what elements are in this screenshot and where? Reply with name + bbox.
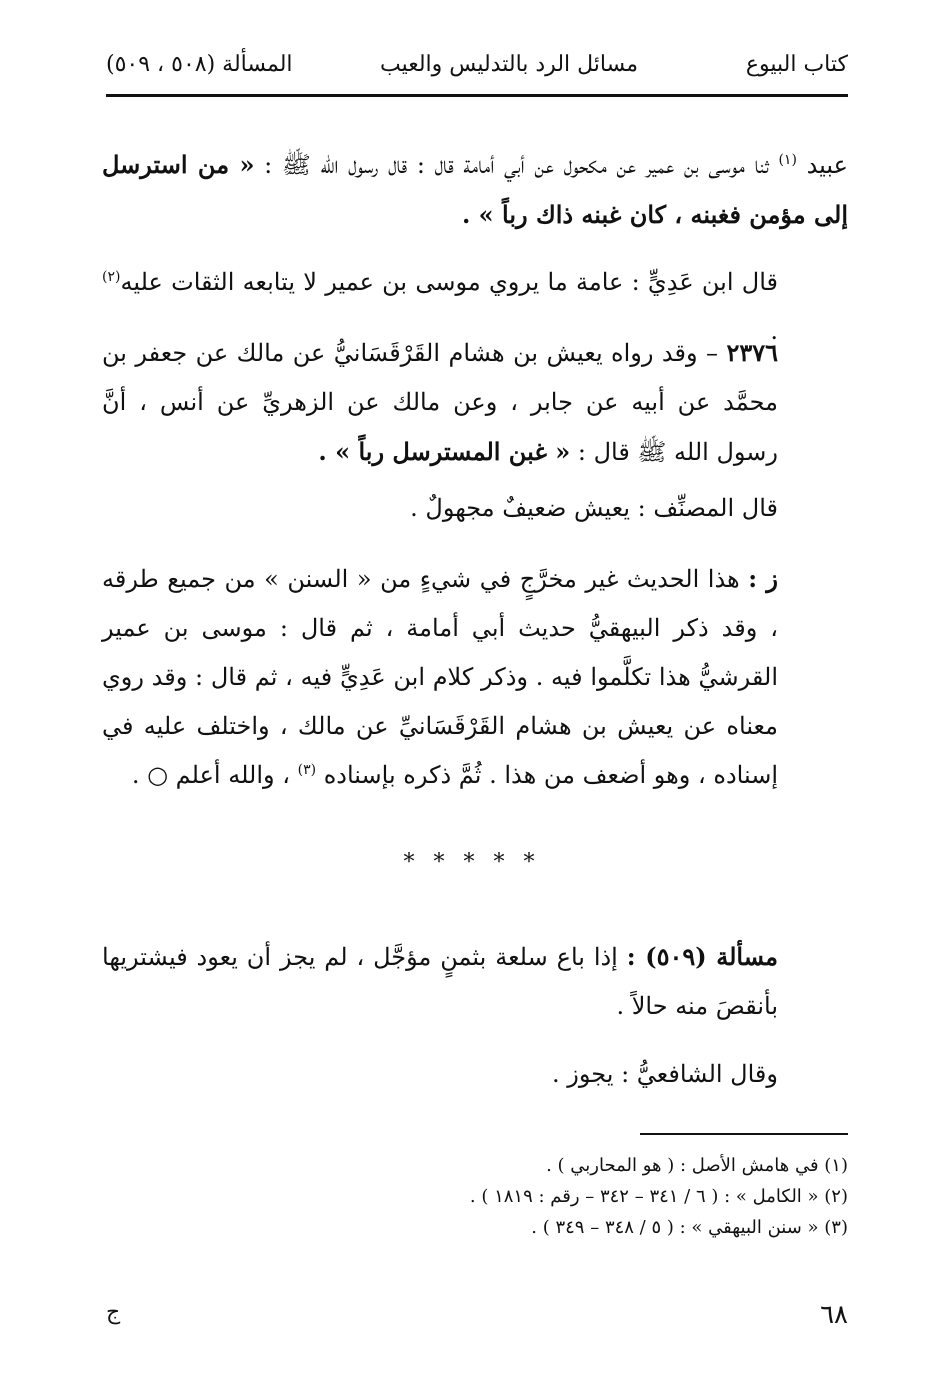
text-line	[102, 140, 848, 240]
section-separator: * * * * *	[403, 850, 541, 875]
footnote-ref: (١)	[778, 152, 797, 168]
text-line: وقال الشافعيُّ : يجوز .	[552, 1060, 778, 1088]
running-head-issue: المسألة (٥٠٨ ، ٥٠٩)	[106, 52, 293, 77]
paragraph-commentary	[102, 554, 848, 800]
running-head-book: كتاب البيوع	[745, 52, 848, 77]
text-span: ، والله أعلم ○ .	[131, 761, 298, 789]
text-line	[102, 554, 848, 800]
footnote-rule	[640, 1133, 848, 1135]
text-span: – وقد رواه يعيش بن هشام القَرْقَسَانيُّ عن مالك عن جعفر بن محمَّد عن أبيه عن جابر ، وعن مالك عن الزهريِّ عن أنس ، أنَّ رسول الله ﷺ قال :	[102, 339, 778, 466]
paragraph-issue-509	[102, 932, 848, 1031]
footnote-1: (١) في هامش الأصل : ( هو المحاربي ) .	[546, 1155, 848, 1176]
hadith-text: « من استرسل إلى مؤمن فغبنه ، كان غبنه ذاك رباً » .	[102, 150, 848, 229]
text-span: قال ابن عَدِيٍّ : عامة ما يروي موسى بن عمير لا يتابعه الثقات عليه	[120, 268, 778, 296]
commentary-marker: ز :	[748, 564, 778, 593]
text-line	[102, 932, 848, 1031]
footnote-ref: (٣)	[297, 762, 317, 778]
text-span: عبيد	[806, 151, 848, 179]
paragraph-abu-umama	[102, 140, 848, 240]
footnotes	[102, 1150, 848, 1243]
text-line: قال المصنِّف : يعيش ضعيفٌ مجهولٌ .	[410, 494, 778, 522]
text-span: إذا باع سلعة بثمنٍ مؤجَّل ، لم يجز أن يعود فيشتريها بأنقصَ منه حالاً .	[102, 943, 778, 1020]
footnote-ref: (٢)	[102, 269, 121, 285]
text-line	[102, 328, 848, 477]
paragraph-musannif	[102, 484, 848, 533]
hadith-text: « غبن المسترسل رباً » .	[318, 437, 571, 466]
footnote-2: (٢) « الكامل » : ( ٦ / ٣٤١ – ٣٤٢ – رقم : ١٨١٩ ) .	[469, 1186, 848, 1207]
page-number: ٦٨	[820, 1300, 848, 1330]
text-span: هذا الحديث غير مخرَّجٍ في شيءٍ من « السنن » من جميع طرقه ، وقد ذكر البيهقيُّ حديث أبي أمامة ، ثم قال : موسى بن عمير القرشيُّ هذا تكلَّموا فيه . وذكر كلام ابن عَدِيٍّ فيه ، ثم قال : وقد روي معناه عن يعيش بن هشام القَرْقَسَانيِّ عن مالك ، واختلف عليه في إسناده ، وهو أضعف من هذا . ثُمَّ ذكره بإسناده	[102, 565, 778, 789]
hadith-number: ٢٣٧٦	[726, 338, 778, 367]
footnote-3: (٣) « سنن البيهقي » : ( ٥ / ٣٤٨ – ٣٤٩ ) .	[531, 1217, 848, 1238]
paragraph-2376	[102, 328, 848, 477]
paragraph-shafii	[102, 1050, 848, 1099]
text-span: ثنا موسى بن عمير عن مكحول عن أبي أمامة قال : قال رسول الله ﷺ :	[254, 151, 769, 179]
signature-mark: ج	[106, 1300, 121, 1325]
issue-title: مسألة (٥٠٩) :	[626, 942, 778, 971]
text-span: .	[770, 317, 778, 345]
running-head-section: مسائل الرد بالتدليس والعيب	[380, 52, 639, 77]
header-rule	[106, 94, 848, 97]
